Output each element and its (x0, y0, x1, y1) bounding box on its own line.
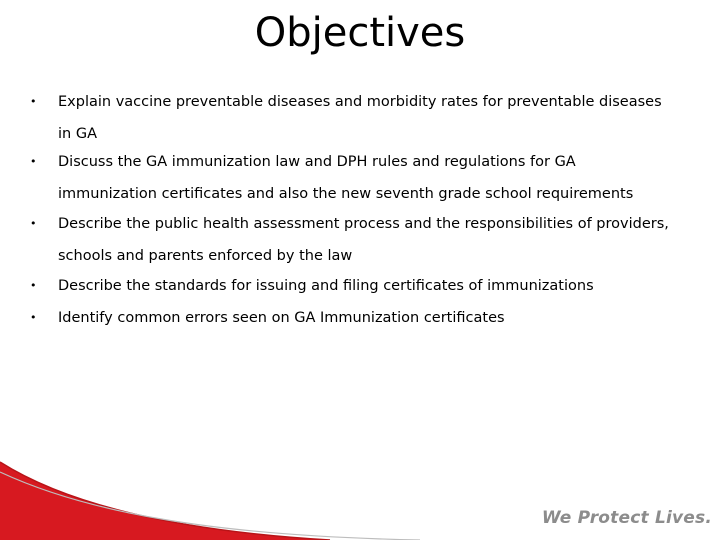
bullet-icon: • (30, 155, 37, 168)
bullet-text: Identify common errors seen on GA Immunization certificates (58, 310, 505, 326)
bullet-text: Describe the public health assessment process and the responsibilities of providers, schools and parents enforced by the law (58, 216, 669, 264)
bullet-text: Explain vaccine preventable diseases and morbidity rates for preventable diseases in GA (58, 94, 662, 142)
bullet-icon: • (30, 217, 37, 230)
tagline: We Protect Lives. (541, 508, 712, 528)
bullet-icon: • (30, 279, 37, 292)
bullet-icon: • (30, 95, 37, 108)
red-swoosh-shape (0, 462, 330, 540)
bullet-text: Describe the standards for issuing and filing certificates of immunizations (58, 278, 594, 294)
bullet-icon: • (30, 311, 37, 324)
bullet-text: Discuss the GA immunization law and DPH rules and regulations for GA immunization certificates and also the new seventh grade school requirements (58, 154, 634, 202)
slide-title: Objectives (254, 10, 466, 56)
